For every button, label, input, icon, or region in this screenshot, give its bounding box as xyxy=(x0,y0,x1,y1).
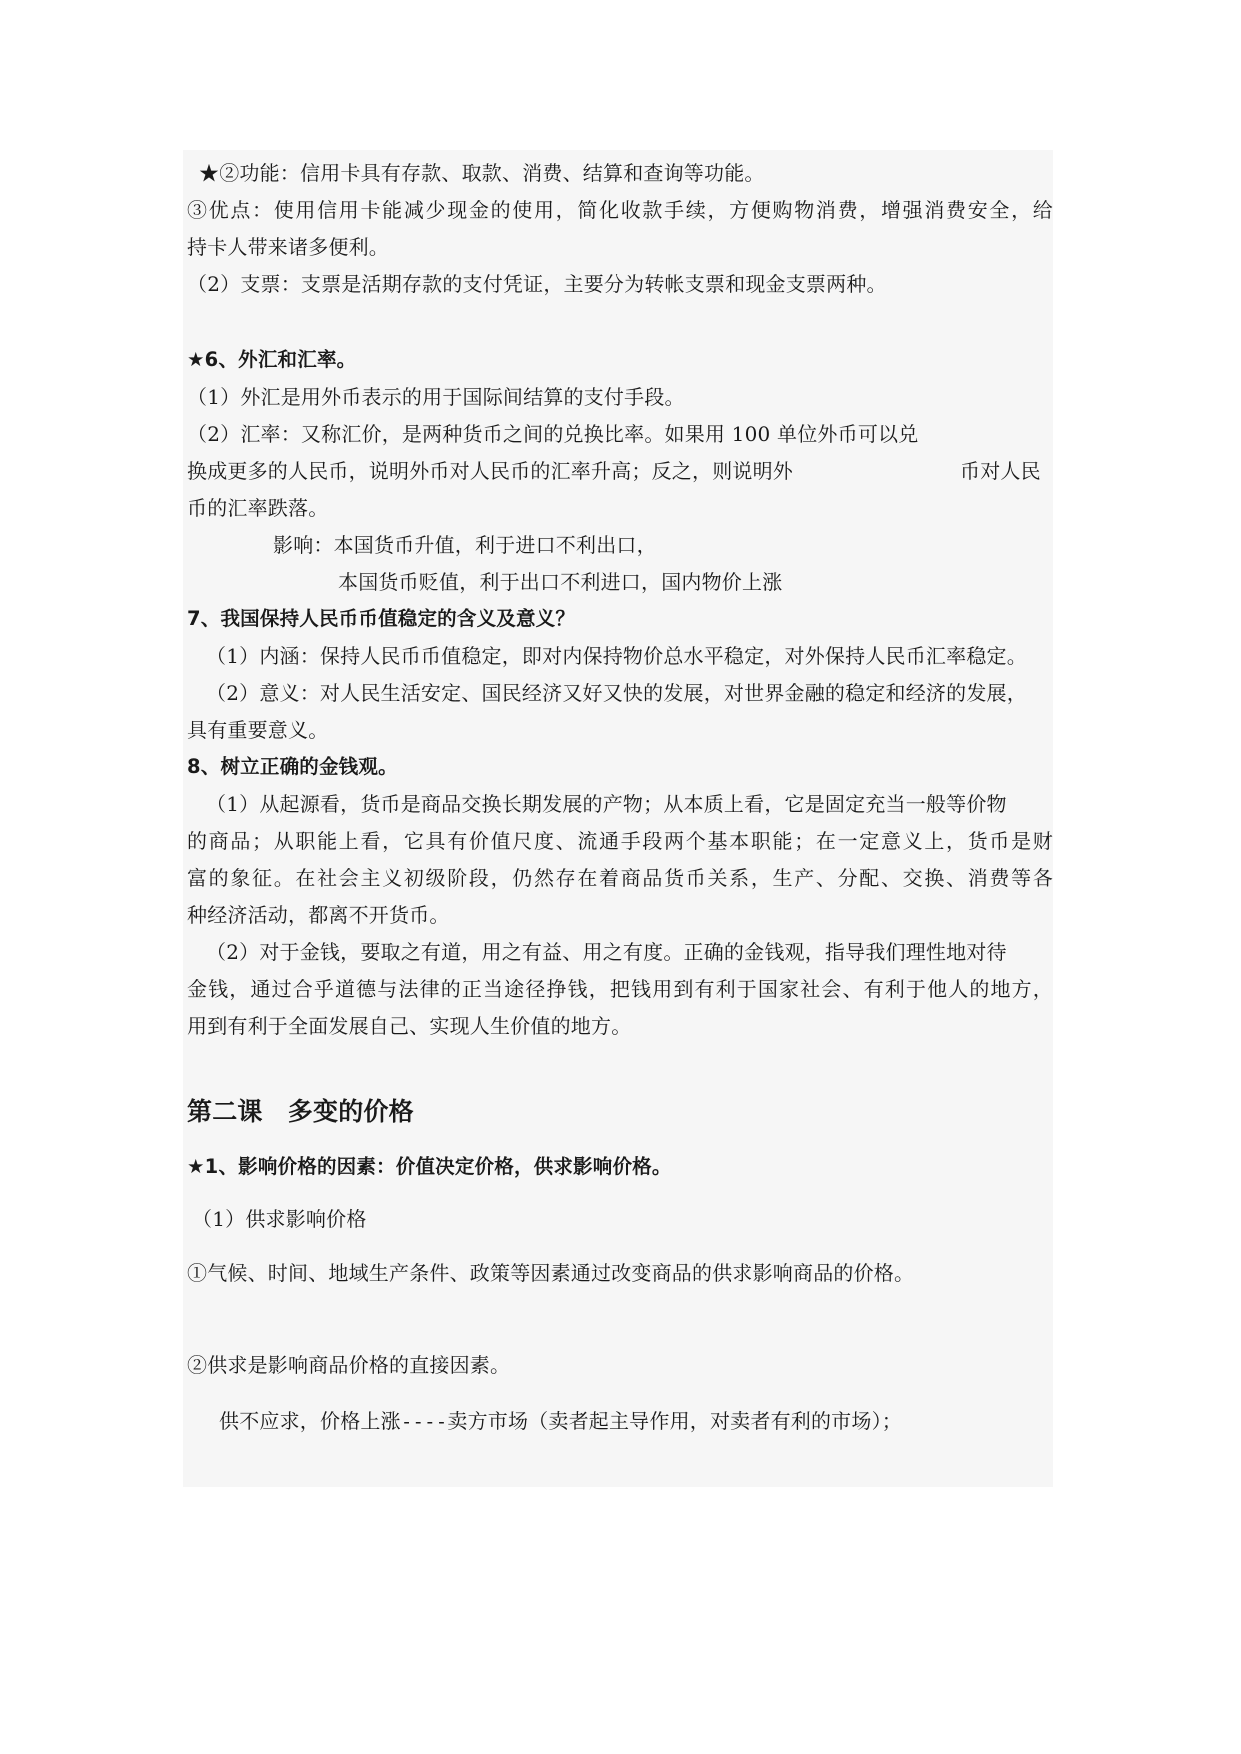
text-line: 金钱，通过合乎道德与法律的正当途径挣钱，把钱用到有利于国家社会、有利于他人的地方， xyxy=(187,977,1053,1001)
text-line: 具有重要意义。 xyxy=(187,718,329,742)
text-line: （1）供求影响价格 xyxy=(192,1207,367,1231)
text-line: （2）支票：支票是活期存款的支付凭证，主要分为转帐支票和现金支票两种。 xyxy=(187,272,887,296)
text-line: （1）外汇是用外币表示的用于国际间结算的支付手段。 xyxy=(187,385,685,409)
dash-separator: ---- xyxy=(400,1411,448,1433)
text-line: 影响：本国货币升值，利于进口不利出口， xyxy=(273,533,657,557)
text-line: 富的象征。在社会主义初级阶段，仍然存在着商品货币关系，生产、分配、交换、消费等各 xyxy=(187,866,1053,890)
chapter-heading: 第二课 多变的价格 xyxy=(187,1097,414,1126)
text-line: 本国货币贬值，利于出口不利进口，国内物价上涨 xyxy=(338,570,783,594)
text-line: 币的汇率跌落。 xyxy=(187,496,329,520)
text-line: ②供求是影响商品价格的直接因素。 xyxy=(187,1353,511,1377)
text-line: （2）对于金钱，要取之有道，用之有益、用之有度。正确的金钱观，指导我们理性地对待 xyxy=(206,940,1007,964)
text-line: 币对人民 xyxy=(960,459,1041,483)
text-line: 种经济活动，都离不开货币。 xyxy=(187,903,450,927)
section-heading: ★6、外汇和汇率。 xyxy=(187,348,357,371)
section-heading: 7、我国保持人民币币值稳定的含义及意义？ xyxy=(187,607,576,630)
text-line: 的商品；从职能上看，它具有价值尺度、流通手段两个基本职能；在一定意义上，货币是财 xyxy=(187,829,1053,853)
text-line: 持卡人带来诸多便利。 xyxy=(187,235,389,259)
text-segment: 卖方市场（卖者起主导作用，对卖者有利的市场）； xyxy=(447,1409,902,1433)
text-line xyxy=(219,1406,902,1437)
section-heading: ★1、影响价格的因素：价值决定价格，供求影响价格。 xyxy=(187,1155,672,1178)
text-line: ③优点：使用信用卡能减少现金的使用，简化收款手续，方便购物消费，增强消费安全，给 xyxy=(187,198,1053,222)
text-line: （1）内涵：保持人民币币值稳定，即对内保持物价总水平稳定，对外保持人民币汇率稳定。 xyxy=(206,644,1027,668)
text-line: ★②功能：信用卡具有存款、取款、消费、结算和查询等功能。 xyxy=(199,161,765,185)
section-heading: 8、树立正确的金钱观。 xyxy=(187,755,398,778)
text-line: （2）意义：对人民生活安定、国民经济又好又快的发展，对世界金融的稳定和经济的发展， xyxy=(206,681,1027,705)
text-line: 换成更多的人民币，说明外币对人民币的汇率升高；反之，则说明外 xyxy=(187,459,793,483)
text-line: （2）汇率：又称汇价，是两种货币之间的兑换比率。如果用 100 单位外币可以兑 xyxy=(187,422,919,446)
text-line: ①气候、时间、地域生产条件、政策等因素通过改变商品的供求影响商品的价格。 xyxy=(187,1261,915,1285)
text-line: 用到有利于全面发展自己、实现人生价值的地方。 xyxy=(187,1014,632,1038)
text-segment: 供不应求，价格上涨 xyxy=(219,1409,401,1433)
text-line: （1）从起源看，货币是商品交换长期发展的产物；从本质上看，它是固定充当一般等价物 xyxy=(206,792,1007,816)
